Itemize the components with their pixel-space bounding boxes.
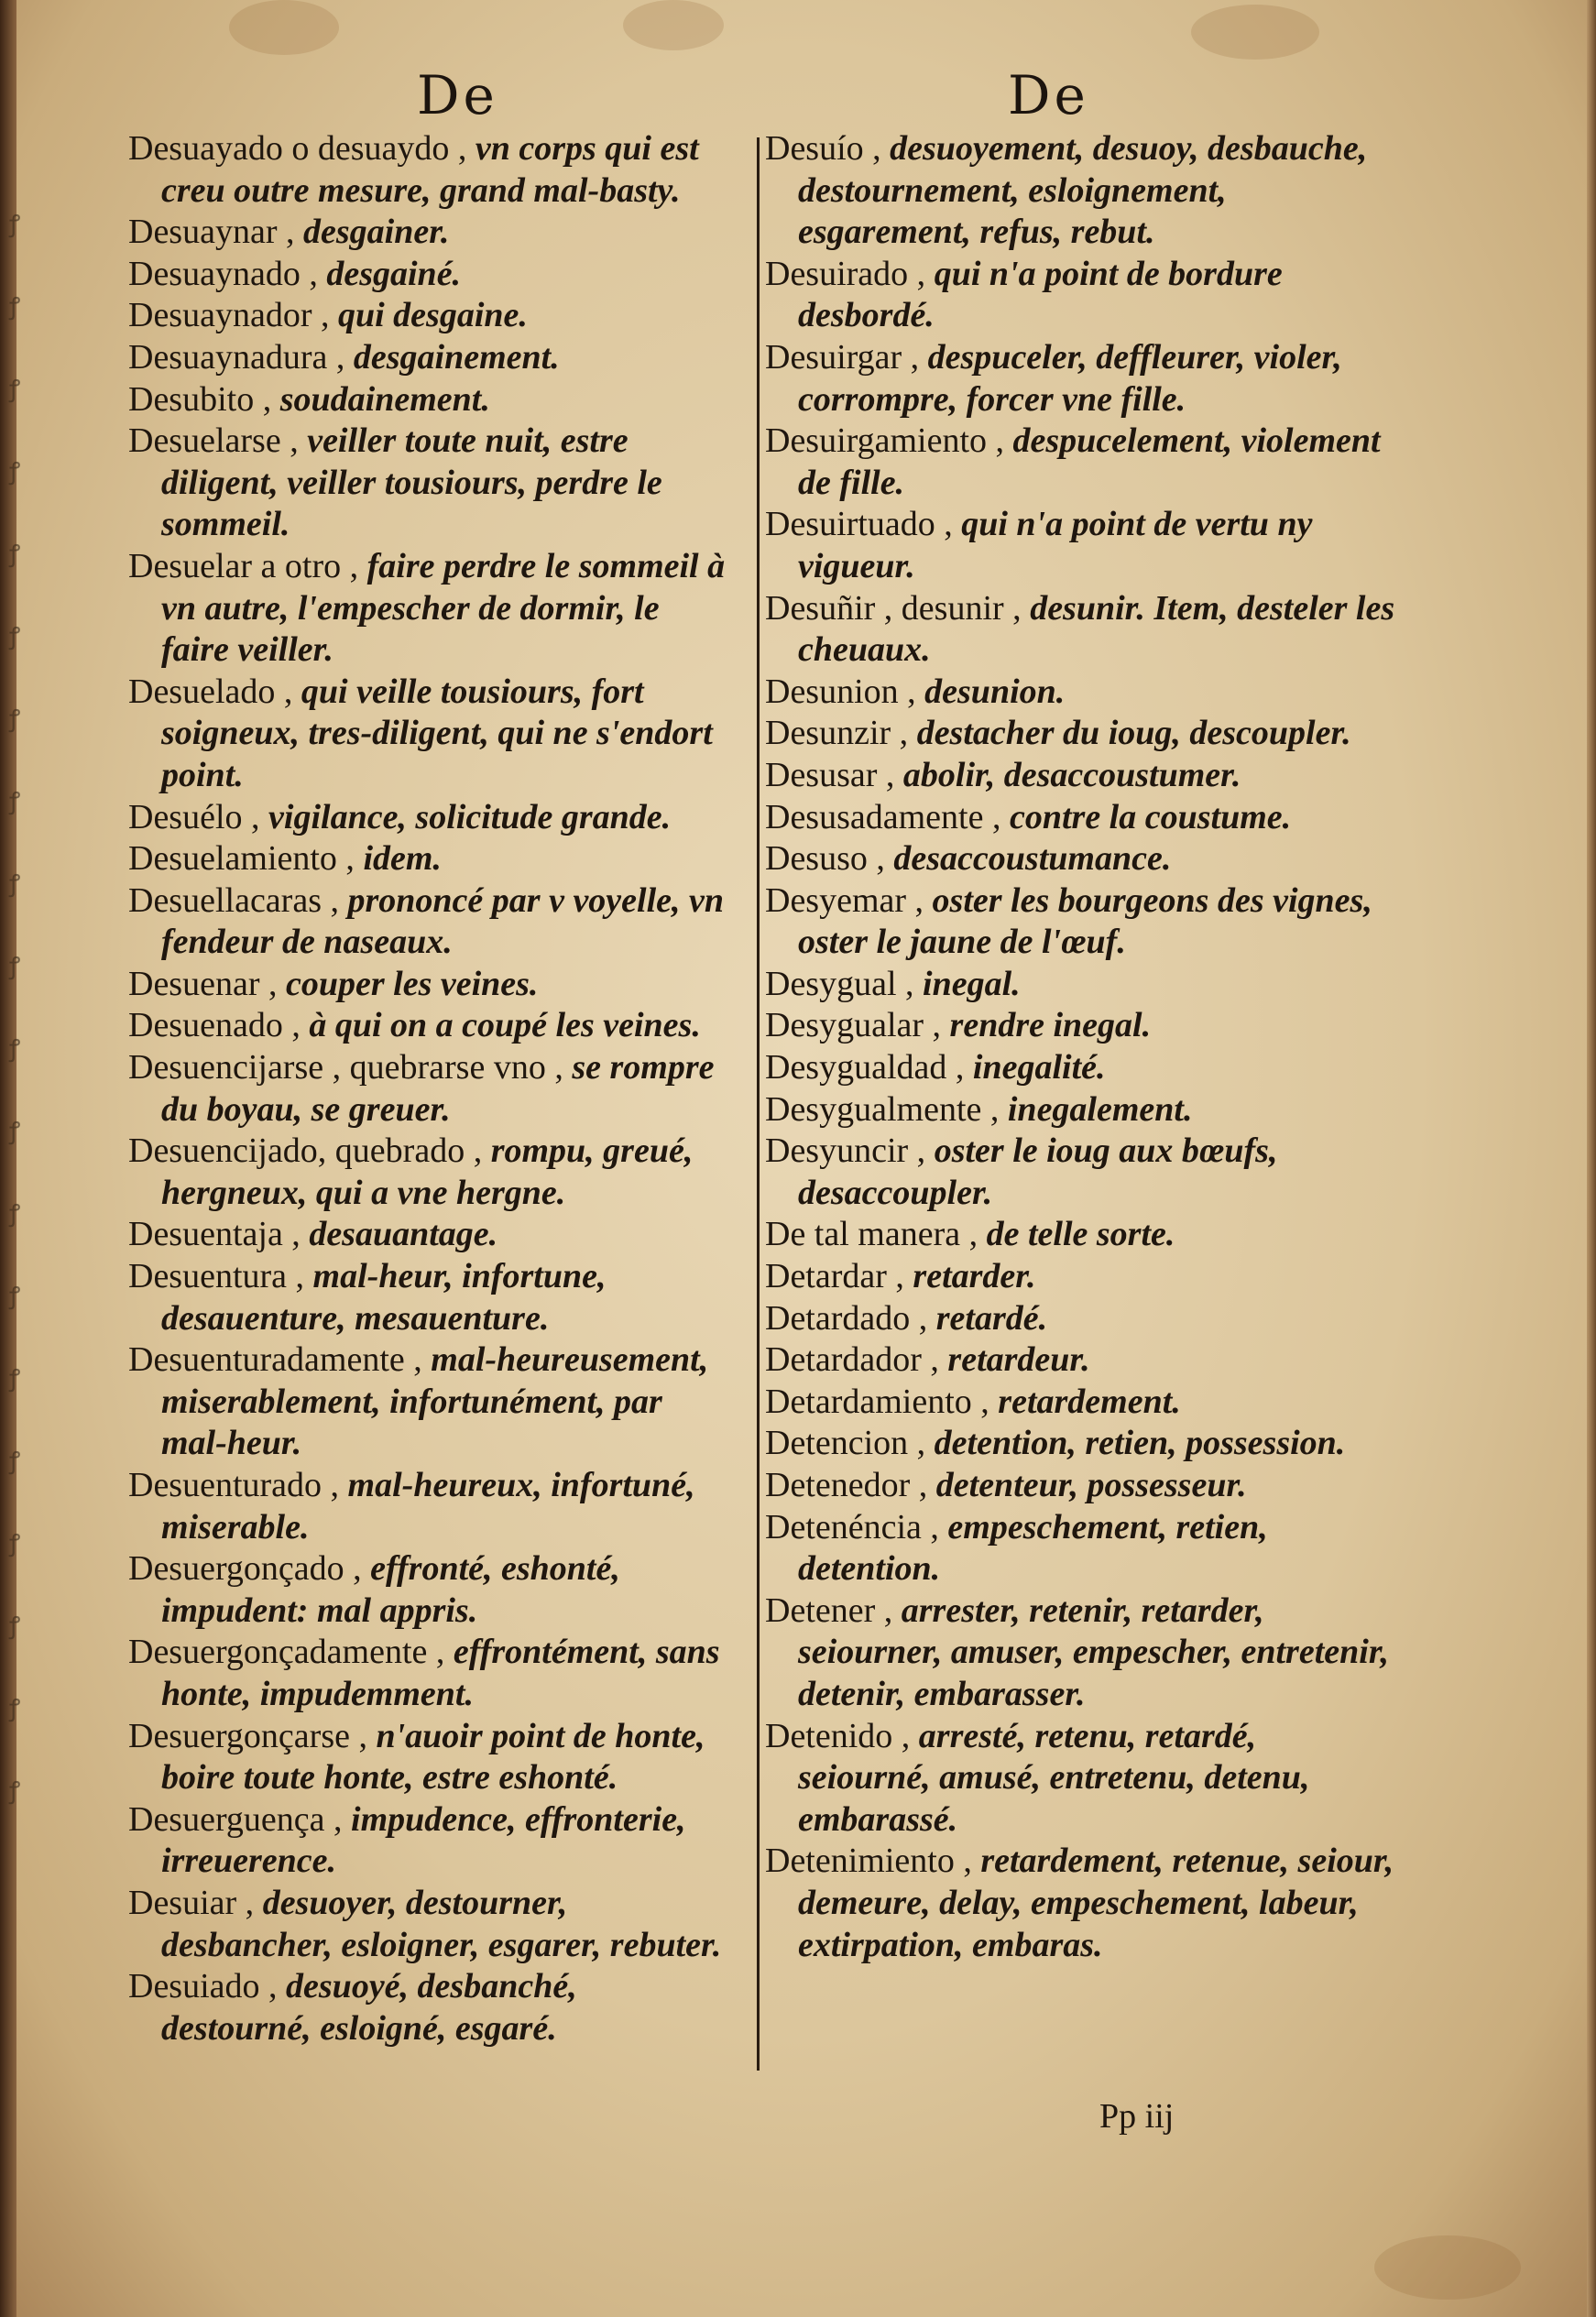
entry-definition: arresté, retenu, retardé, seiourné, amusé, entretenu, detenu, embarassé. — [798, 1716, 1310, 1839]
entry-headword: Desuellacaras , — [128, 880, 339, 920]
entry-definition: desauantage. — [309, 1215, 498, 1254]
dictionary-entry — [128, 295, 733, 337]
dictionary-entry — [128, 1632, 733, 1715]
dictionary-entry — [765, 1089, 1397, 1131]
entry-definition: faire perdre le sommeil à vn autre, l'empescher de dormir, le faire veiller. — [161, 546, 726, 670]
entry-definition: mal-heureux, infortuné, miserable. — [161, 1466, 695, 1546]
entry-headword: Detardamiento , — [765, 1382, 989, 1421]
entry-definition: desgainer. — [302, 213, 450, 252]
entry-definition: desuoyer, destourner, desbancher, esloigner, esgarer, rebuter. — [161, 1883, 722, 1964]
entry-definition: qui n'a point de bordure desbordé. — [798, 254, 1283, 335]
entry-headword: Desuenar , — [128, 964, 278, 1003]
entry-headword: Desusar , — [765, 755, 895, 794]
entry-definition: n'auoir point de honte, boire toute honte, estre eshonté. — [161, 1716, 705, 1798]
entry-definition: de telle sorte. — [986, 1215, 1175, 1254]
entry-definition: desunion. — [924, 672, 1066, 711]
entry-headword: Desuélo , — [128, 797, 260, 836]
entry-definition: despuceler, deffleurer, violer, corrompre, forcer vne fille. — [798, 337, 1342, 419]
paper-stain — [623, 0, 724, 50]
running-header-left: De — [417, 64, 498, 126]
dictionary-entry — [765, 254, 1397, 337]
entry-headword: Desyemar , — [765, 880, 924, 920]
entry-definition: destacher du ioug, descoupler. — [916, 714, 1351, 753]
entry-headword: Desuiar , — [128, 1883, 255, 1922]
dictionary-entry — [765, 1423, 1397, 1465]
entry-headword: Desunzir , — [765, 714, 909, 753]
entry-headword: Detardado , — [765, 1298, 928, 1338]
entry-headword: Desuergonçadamente , — [128, 1633, 445, 1672]
dictionary-entry — [128, 964, 733, 1006]
dictionary-entry — [765, 1298, 1397, 1340]
left-column — [128, 128, 733, 2049]
dictionary-entry — [765, 1716, 1397, 1842]
entry-headword: Desuaynadura , — [128, 337, 345, 377]
entry-headword: Desuerguença , — [128, 1799, 343, 1839]
entry-headword: Desuergonçado , — [128, 1549, 362, 1589]
entry-definition: inegalité. — [972, 1048, 1106, 1087]
entry-definition: inegalement. — [1007, 1089, 1193, 1129]
entry-definition: prononcé par v voyelle, vn fendeur de naseaux. — [161, 880, 725, 962]
entry-definition: retardeur. — [947, 1340, 1090, 1380]
entry-headword: Detencion , — [765, 1424, 926, 1463]
dictionary-entry — [765, 1256, 1397, 1298]
entry-definition: soudainement. — [279, 379, 490, 419]
entry-headword: Detenimiento , — [765, 1842, 972, 1881]
entry-headword: Desygualdad , — [765, 1048, 965, 1087]
entry-headword: Detardador , — [765, 1340, 939, 1380]
dictionary-entry — [765, 797, 1397, 839]
entry-definition: desuoyement, desuoy, desbauche, destournement, esloignement, esgarement, refus, rebut. — [798, 129, 1368, 252]
entry-headword: Desygualmente , — [765, 1089, 1000, 1129]
entry-definition: vn corps qui est creu outre mesure, grand mal-basty. — [161, 129, 699, 210]
entry-headword: Desuenturadamente , — [128, 1340, 422, 1380]
entry-definition: abolir, desaccoustumer. — [902, 755, 1241, 794]
entry-headword: Desuirgamiento , — [765, 421, 1005, 461]
entry-headword: Desuelarse , — [128, 421, 299, 461]
entry-definition: desunir. Item, desteler les cheuaux. — [798, 588, 1395, 670]
entry-headword: Desuirado , — [765, 254, 926, 293]
entry-headword: Desuirgar , — [765, 337, 920, 377]
entry-definition: desgainement. — [353, 337, 560, 377]
dictionary-entry — [765, 755, 1397, 797]
dictionary-entry — [128, 1883, 733, 1966]
running-header-right: De — [1008, 64, 1089, 126]
entry-headword: Desuñir , desunir , — [765, 588, 1022, 628]
entry-headword: Desuaynar , — [128, 213, 295, 252]
entry-definition: detention, retien, possession. — [934, 1424, 1346, 1463]
entry-definition: oster le ioug aux bœufs, desaccoupler. — [798, 1131, 1278, 1212]
paper-stain — [229, 0, 339, 55]
dictionary-entry — [765, 880, 1397, 964]
dictionary-entry — [128, 797, 733, 839]
column-divider — [757, 137, 760, 2071]
entry-definition: qui veille tousiours, fort soigneux, tres-diligent, qui ne s'endort point. — [161, 672, 713, 794]
entry-headword: Desuentaja , — [128, 1215, 301, 1254]
entry-headword: Desygualar , — [765, 1006, 942, 1045]
dictionary-entry — [128, 1716, 733, 1799]
dictionary-entry — [765, 672, 1397, 714]
entry-definition: desuoyé, desbanché, destourné, esloigné, esgaré. — [161, 1967, 577, 2048]
entry-headword: Desusadamente , — [765, 797, 1001, 836]
entry-headword: Desuelar a otro , — [128, 546, 359, 585]
entry-headword: Desuergonçarse , — [128, 1716, 367, 1755]
entry-definition: veiller toute nuit, estre diligent, veiller tousiours, perdre le sommeil. — [161, 421, 662, 544]
dictionary-entry — [765, 337, 1397, 421]
dictionary-entry — [765, 1590, 1397, 1716]
dictionary-entry — [128, 1465, 733, 1548]
dictionary-entry — [765, 838, 1397, 880]
dictionary-entry — [765, 964, 1397, 1006]
entry-headword: Detenedor , — [765, 1466, 928, 1504]
entry-definition: inegal. — [923, 964, 1021, 1003]
entry-definition: impudence, effronterie, irreuerence. — [161, 1799, 686, 1881]
dictionary-entry — [128, 1548, 733, 1632]
entry-definition: retardé. — [935, 1298, 1048, 1338]
entry-definition: detenteur, possesseur. — [935, 1466, 1247, 1504]
entry-definition: despucelement, violement de fille. — [798, 421, 1381, 502]
dictionary-entry — [128, 1799, 733, 1883]
dictionary-entry — [128, 1047, 733, 1131]
entry-headword: Desuío , — [765, 129, 881, 168]
dictionary-entry — [128, 1131, 733, 1214]
entry-definition: effronté, eshonté, impudent: mal appris. — [161, 1549, 620, 1630]
entry-headword: Desuayado o desuaydo , — [128, 129, 467, 168]
entry-headword: Detardar , — [765, 1257, 904, 1296]
entry-headword: Desuiado , — [128, 1967, 278, 2006]
entry-definition: retardement, retenue, seiour, demeure, delay, empeschement, labeur, extirpation, embaras. — [798, 1842, 1394, 1964]
dictionary-entry — [128, 838, 733, 880]
dictionary-entry — [128, 421, 733, 546]
entry-headword: Detener , — [765, 1590, 893, 1630]
entry-headword: De tal manera , — [765, 1215, 978, 1254]
signature-mark: Pp iij — [1099, 2097, 1175, 2136]
dictionary-entry — [765, 1047, 1397, 1089]
right-column — [765, 128, 1397, 1966]
dictionary-entry — [765, 1131, 1397, 1214]
margin-bleed-through: ꝭ ꝭ ꝭ ꝭ ꝭ ꝭ ꝭ ꝭ ꝭ ꝭ ꝭ ꝭ ꝭ ꝭ ꝭ ꝭ ꝭ ꝭ ꝭ ꝭ — [9, 211, 21, 1805]
dictionary-entry — [128, 212, 733, 254]
entry-headword: Desuelamiento , — [128, 839, 355, 879]
paper-stain — [1191, 5, 1319, 60]
entry-definition: vigilance, solicitude grande. — [268, 797, 672, 836]
entry-definition: qui n'a point de vertu ny vigueur. — [798, 505, 1313, 585]
entry-headword: Desuirtuado , — [765, 505, 953, 544]
entry-headword: Desuelado , — [128, 672, 293, 711]
entry-definition: contre la coustume. — [1009, 797, 1292, 836]
entry-definition: retarder. — [913, 1257, 1036, 1296]
entry-definition: arrester, retenir, retarder, seiourner, amuser, empescher, entretenir, detenir, embarasser. — [798, 1590, 1390, 1713]
dictionary-entry — [765, 1005, 1397, 1047]
dictionary-entry — [128, 379, 733, 421]
dictionary-entry — [765, 588, 1397, 672]
dictionary-entry — [128, 1005, 733, 1047]
dictionary-entry — [128, 128, 733, 212]
entry-headword: Detenido , — [765, 1716, 911, 1755]
entry-headword: Desunion , — [765, 672, 916, 711]
entry-headword: Desygual , — [765, 964, 914, 1003]
page-outer-edge — [1587, 0, 1596, 2317]
dictionary-entry — [128, 1339, 733, 1465]
dictionary-entry — [765, 1465, 1397, 1507]
entry-headword: Desuenado , — [128, 1006, 301, 1045]
dictionary-entry — [765, 1214, 1397, 1256]
dictionary-entry — [128, 546, 733, 672]
dictionary-entry — [128, 880, 733, 964]
dictionary-entry — [128, 672, 733, 797]
dictionary-entry — [128, 337, 733, 379]
entry-definition: empeschement, retien, detention. — [798, 1507, 1268, 1589]
dictionary-entry — [765, 1507, 1397, 1590]
entry-headword: Desuso , — [765, 839, 885, 879]
dictionary-entry — [128, 1966, 733, 2049]
entry-headword: Detenéncia , — [765, 1507, 939, 1546]
entry-headword: Desuencijarse , quebrarse vno , — [128, 1048, 563, 1087]
entry-headword: Desyuncir , — [765, 1131, 926, 1171]
paper-stain — [1374, 2235, 1521, 2300]
dictionary-entry — [765, 1339, 1397, 1382]
dictionary-entry — [128, 1256, 733, 1339]
entry-definition: mal-heur, infortune, desauenture, mesauenture. — [161, 1257, 607, 1338]
dictionary-entry — [765, 713, 1397, 755]
dictionary-entry — [128, 254, 733, 296]
entry-headword: Desuaynador , — [128, 296, 330, 335]
entry-definition: à qui on a coupé les veines. — [309, 1006, 701, 1045]
dictionary-entry — [128, 1214, 733, 1256]
entry-definition: retardement. — [998, 1382, 1181, 1421]
entry-headword: Desuaynado , — [128, 254, 318, 293]
entry-definition: idem. — [363, 839, 442, 879]
dictionary-entry — [765, 421, 1397, 504]
dictionary-entry — [765, 504, 1397, 587]
entry-headword: Desuentura , — [128, 1257, 305, 1296]
entry-headword: Desubito , — [128, 379, 272, 419]
entry-headword: Desuenturado , — [128, 1466, 340, 1504]
entry-definition: effrontément, sans honte, impudemment. — [161, 1633, 720, 1713]
dictionary-entry — [765, 1382, 1397, 1424]
entry-definition: mal-heureusement, miserablement, infortunément, par mal-heur. — [161, 1340, 709, 1463]
entry-definition: desgainé. — [326, 254, 462, 293]
entry-definition: qui desgaine. — [337, 296, 528, 335]
entry-definition: desaccoustumance. — [893, 839, 1172, 879]
entry-definition: couper les veines. — [285, 964, 539, 1003]
dictionary-entry — [765, 1841, 1397, 1966]
entry-headword: Desuencijado, quebrado , — [128, 1131, 483, 1171]
entry-definition: se rompre du boyau, se greuer. — [161, 1048, 715, 1129]
entry-definition: oster les bourgeons des vignes, oster le jaune de l'œuf. — [798, 880, 1372, 962]
entry-definition: rendre inegal. — [949, 1006, 1152, 1045]
entry-definition: rompu, greué, hergneux, qui a vne hergne. — [161, 1131, 694, 1212]
dictionary-entry — [765, 128, 1397, 254]
